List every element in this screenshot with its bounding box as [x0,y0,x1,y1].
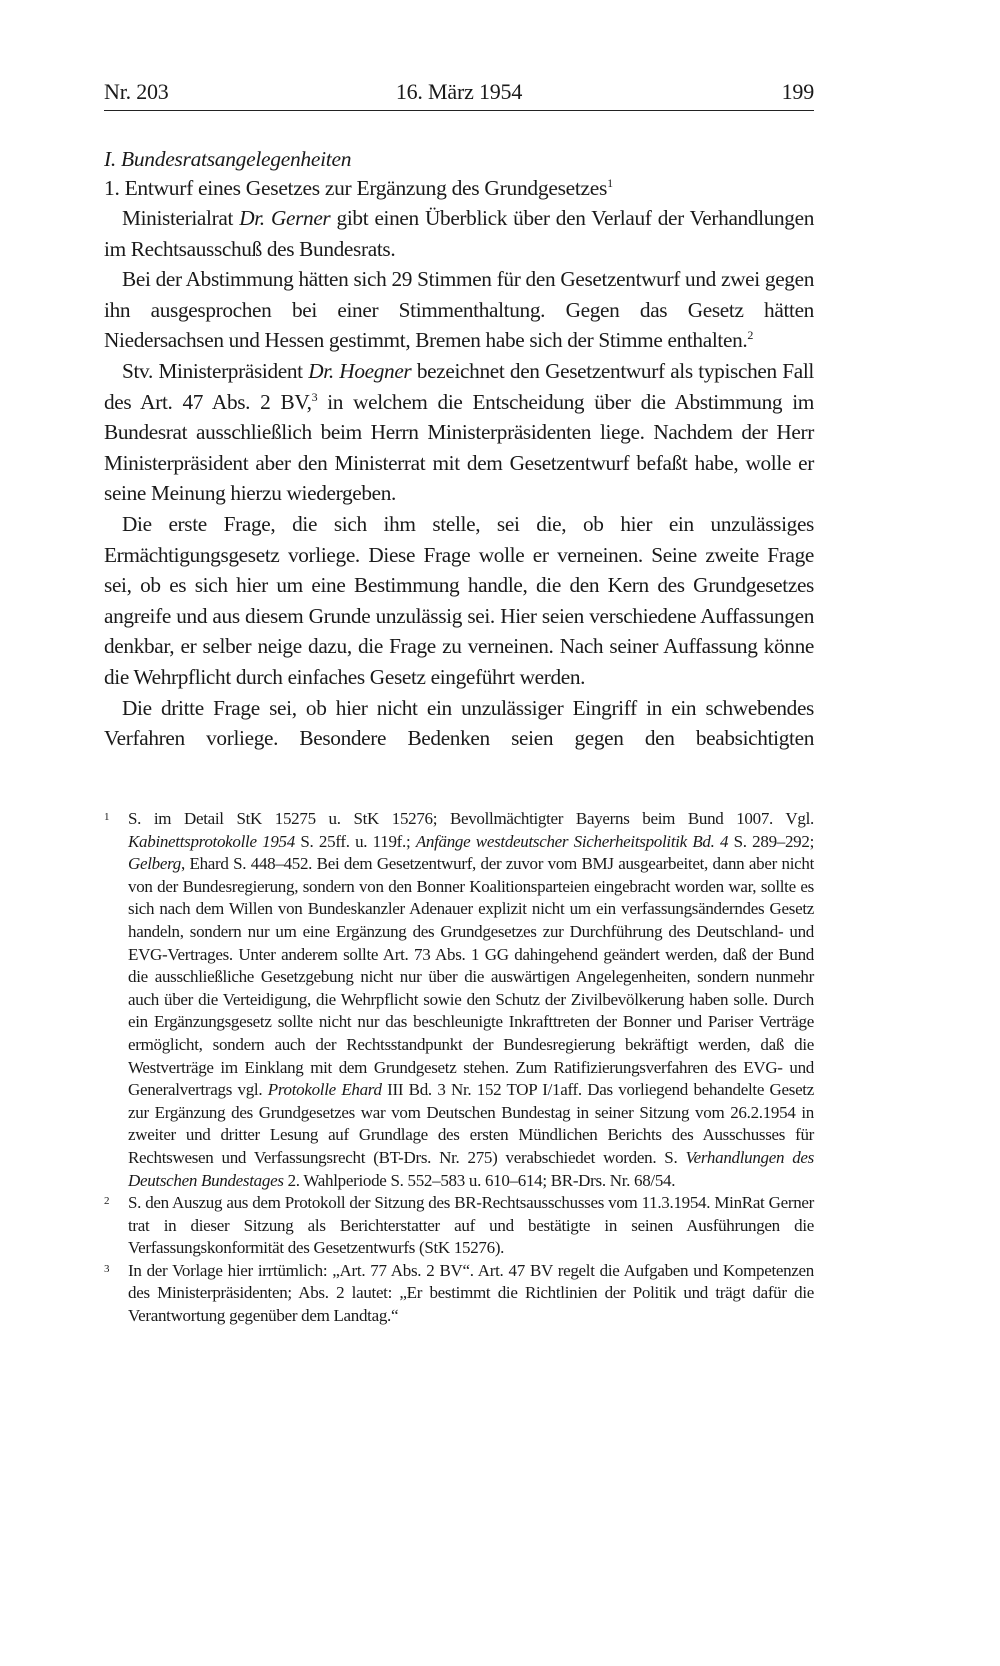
footnote-text: In der Vorlage hier irrtümlich: „Art. 77 Abs. 2 BV“. Art. 47 BV regelt die Aufgaben und Kompetenzen des Ministerpräsidenten; Abs. 2 lautet: „Er bestimmt die Richtlinien der Politik und trägt dafür die Verantwortung gegenüber dem Landtag.“ [128,1260,814,1326]
paragraph-text: in welchem die Entscheidung über die Abstimmung im Bundesrat ausschließlich beim Herrn Ministerpräsidenten liege. Nachdem der Herr Ministerpräsident aber den Ministerrat mit dem Gesetzentwurf befaßt habe, wolle er seine Meinung hierzu wiedergeben. [104,389,814,506]
document-number: Nr. 203 [104,79,169,104]
agenda-item-title [104,173,814,203]
footnote-ref[interactable]: 1 [607,176,613,190]
paragraph-text: Stv. Ministerpräsident [122,358,309,383]
paragraph [104,509,814,693]
paragraph-text: bezeichnet den Gesetzentwurf als typischen Fall des Art. 47 Abs. 2 BV, [104,358,814,414]
footnotes [104,808,814,1328]
footnote [104,1192,814,1260]
session-date: 16. März 1954 [395,79,523,104]
footnote-number: 1 [104,811,110,823]
page-body [104,78,814,754]
paragraph [104,264,814,356]
paragraph-text: Die erste Frage, die sich ihm stelle, sei die, ob hier ein unzulässiges Ermächtigungsgesetz vorliege. Diese Frage wolle er verneinen. Seine zweite Frage sei, ob es sich hier um eine Bestimmung handle, die den Kern des Grundgesetzes angreife und aus diesem Grunde unzulässig sei. Hier seien verschiedene Auffassungen denkbar, er selber neige dazu, die Frage zu verneinen. Nach seiner Auffassung könne die Wehrpflicht durch einfaches Gesetz eingeführt werden. [104,511,814,689]
paragraph [104,203,814,264]
speaker-name: Dr. Gerner [239,206,331,230]
speaker-name: Dr. Hoegner [308,358,412,383]
footnote-number: 3 [104,1262,110,1275]
section-heading: I. Bundesratsangelegenheiten [104,147,352,171]
footnote-ref[interactable]: 2 [747,328,754,343]
footnote-text: S. den Auszug aus dem Protokoll der Sitzung des BR-Rechtsausschusses vom 11.3.1954. MinRat Gerner trat in dieser Sitzung als Berichterstatter auf und bestätigte in seinen Ausführungen die Verfassungskonformität des Gesetzentwurfs (StK 15276). [128,1193,814,1258]
paragraph-text: Bei der Abstimmung hätten sich 29 Stimmen für den Gesetzentwurf und zwei gegen ihn ausgesprochen bei einer Stimmenthaltung. Gegen das Gesetz hätten Niedersachsen und Hessen gestimmt, Bremen habe sich der Stimme enthalten. [104,267,814,353]
footnote [104,808,814,1192]
minutes-text [104,203,814,754]
footnote [104,1260,814,1328]
paragraph-text: Ministerialrat [122,206,240,230]
running-head [104,78,814,111]
paragraph [104,356,814,509]
page-number: 199 [781,79,814,104]
footnote-text: S. im Detail StK 15275 u. StK 15276; Bevollmächtigter Bayerns beim Bund 1007. Vgl. Kabinettsprotokolle 1954 S. 25ff. u. 119f.; Anfänge westdeutscher Sicherheitspolitik Bd. 4 S. 289–292; Gelberg, Ehard S. 448–452. Bei dem Gesetzentwurf, der zuvor vom BMJ ausgearbeitet, dann aber nicht von der Bundesregierung, sondern von den Bonner Koalitionsparteien eingebracht worden war, sollte es sich nach dem Willen von Bundeskanzler Adenauer explizit nicht um ein verfassungsänderndes Gesetz handeln, sondern nur um eine Ergänzung des Grundgesetzes zur Durchführung des Deutschland- und EVG-Vertrages. Unter anderem sollte Art. 73 Abs. 1 GG dahingehend geändert werden, daß der Bund die ausschließliche Gesetzgebung nicht nur über die auswärtigen Angelegenheiten, sondern nunmehr auch über die Verteidigung, die Wehrpflicht sowie den Schutz der Zivilbevölkerung haben solle. Durch ein Ergänzungsgesetz sollte nicht nur das beschleunigte Inkrafttreten der Bonner und Pariser Verträge ermöglicht, sondern auch der Rechtsstandpunkt der Bundesregierung bekräftigt werden, daß die Westverträge im Einklang mit dem Grundgesetz stehen. Zum Ratifizierungsverfahren des EVG- und Generalvertrags vgl. Protokolle Ehard III Bd. 3 Nr. 152 TOP I/1aff. Das vorliegend behandelte Gesetz zur Ergänzung des Grundgesetzes war vom Deutschen Bundestag in seiner Sitzung vom 26.2.1954 in zweiter und dritter Lesung auf Grundlage des ersten Mündlichen Berichts des Ausschusses für Rechtswesen und Verfassungsrecht (BT-Drs. Nr. 275) verabschiedet worden. S. Verhandlungen des Deutschen Bundestages 2. Wahlperiode S. 552–583 u. 610–614; BR-Drs. Nr. 68/54. [128,809,815,1190]
agenda-item-title-text: 1. Entwurf eines Gesetzes zur Ergänzung des Grundgesetzes [104,176,608,200]
paragraph-text: gibt einen Überblick über den Verlauf der Verhandlungen im Rechtsausschuß des Bundesrats. [104,206,815,261]
paragraph-text: Die dritte Frage sei, ob hier nicht ein unzulässiger Eingriff in ein schwebendes Verfahren vorliege. Besondere Bedenken seien gegen den beabsichtigten [104,695,814,751]
footnote-ref[interactable]: 3 [311,389,318,404]
paragraph [104,693,814,754]
footnote-number: 2 [104,1195,110,1208]
